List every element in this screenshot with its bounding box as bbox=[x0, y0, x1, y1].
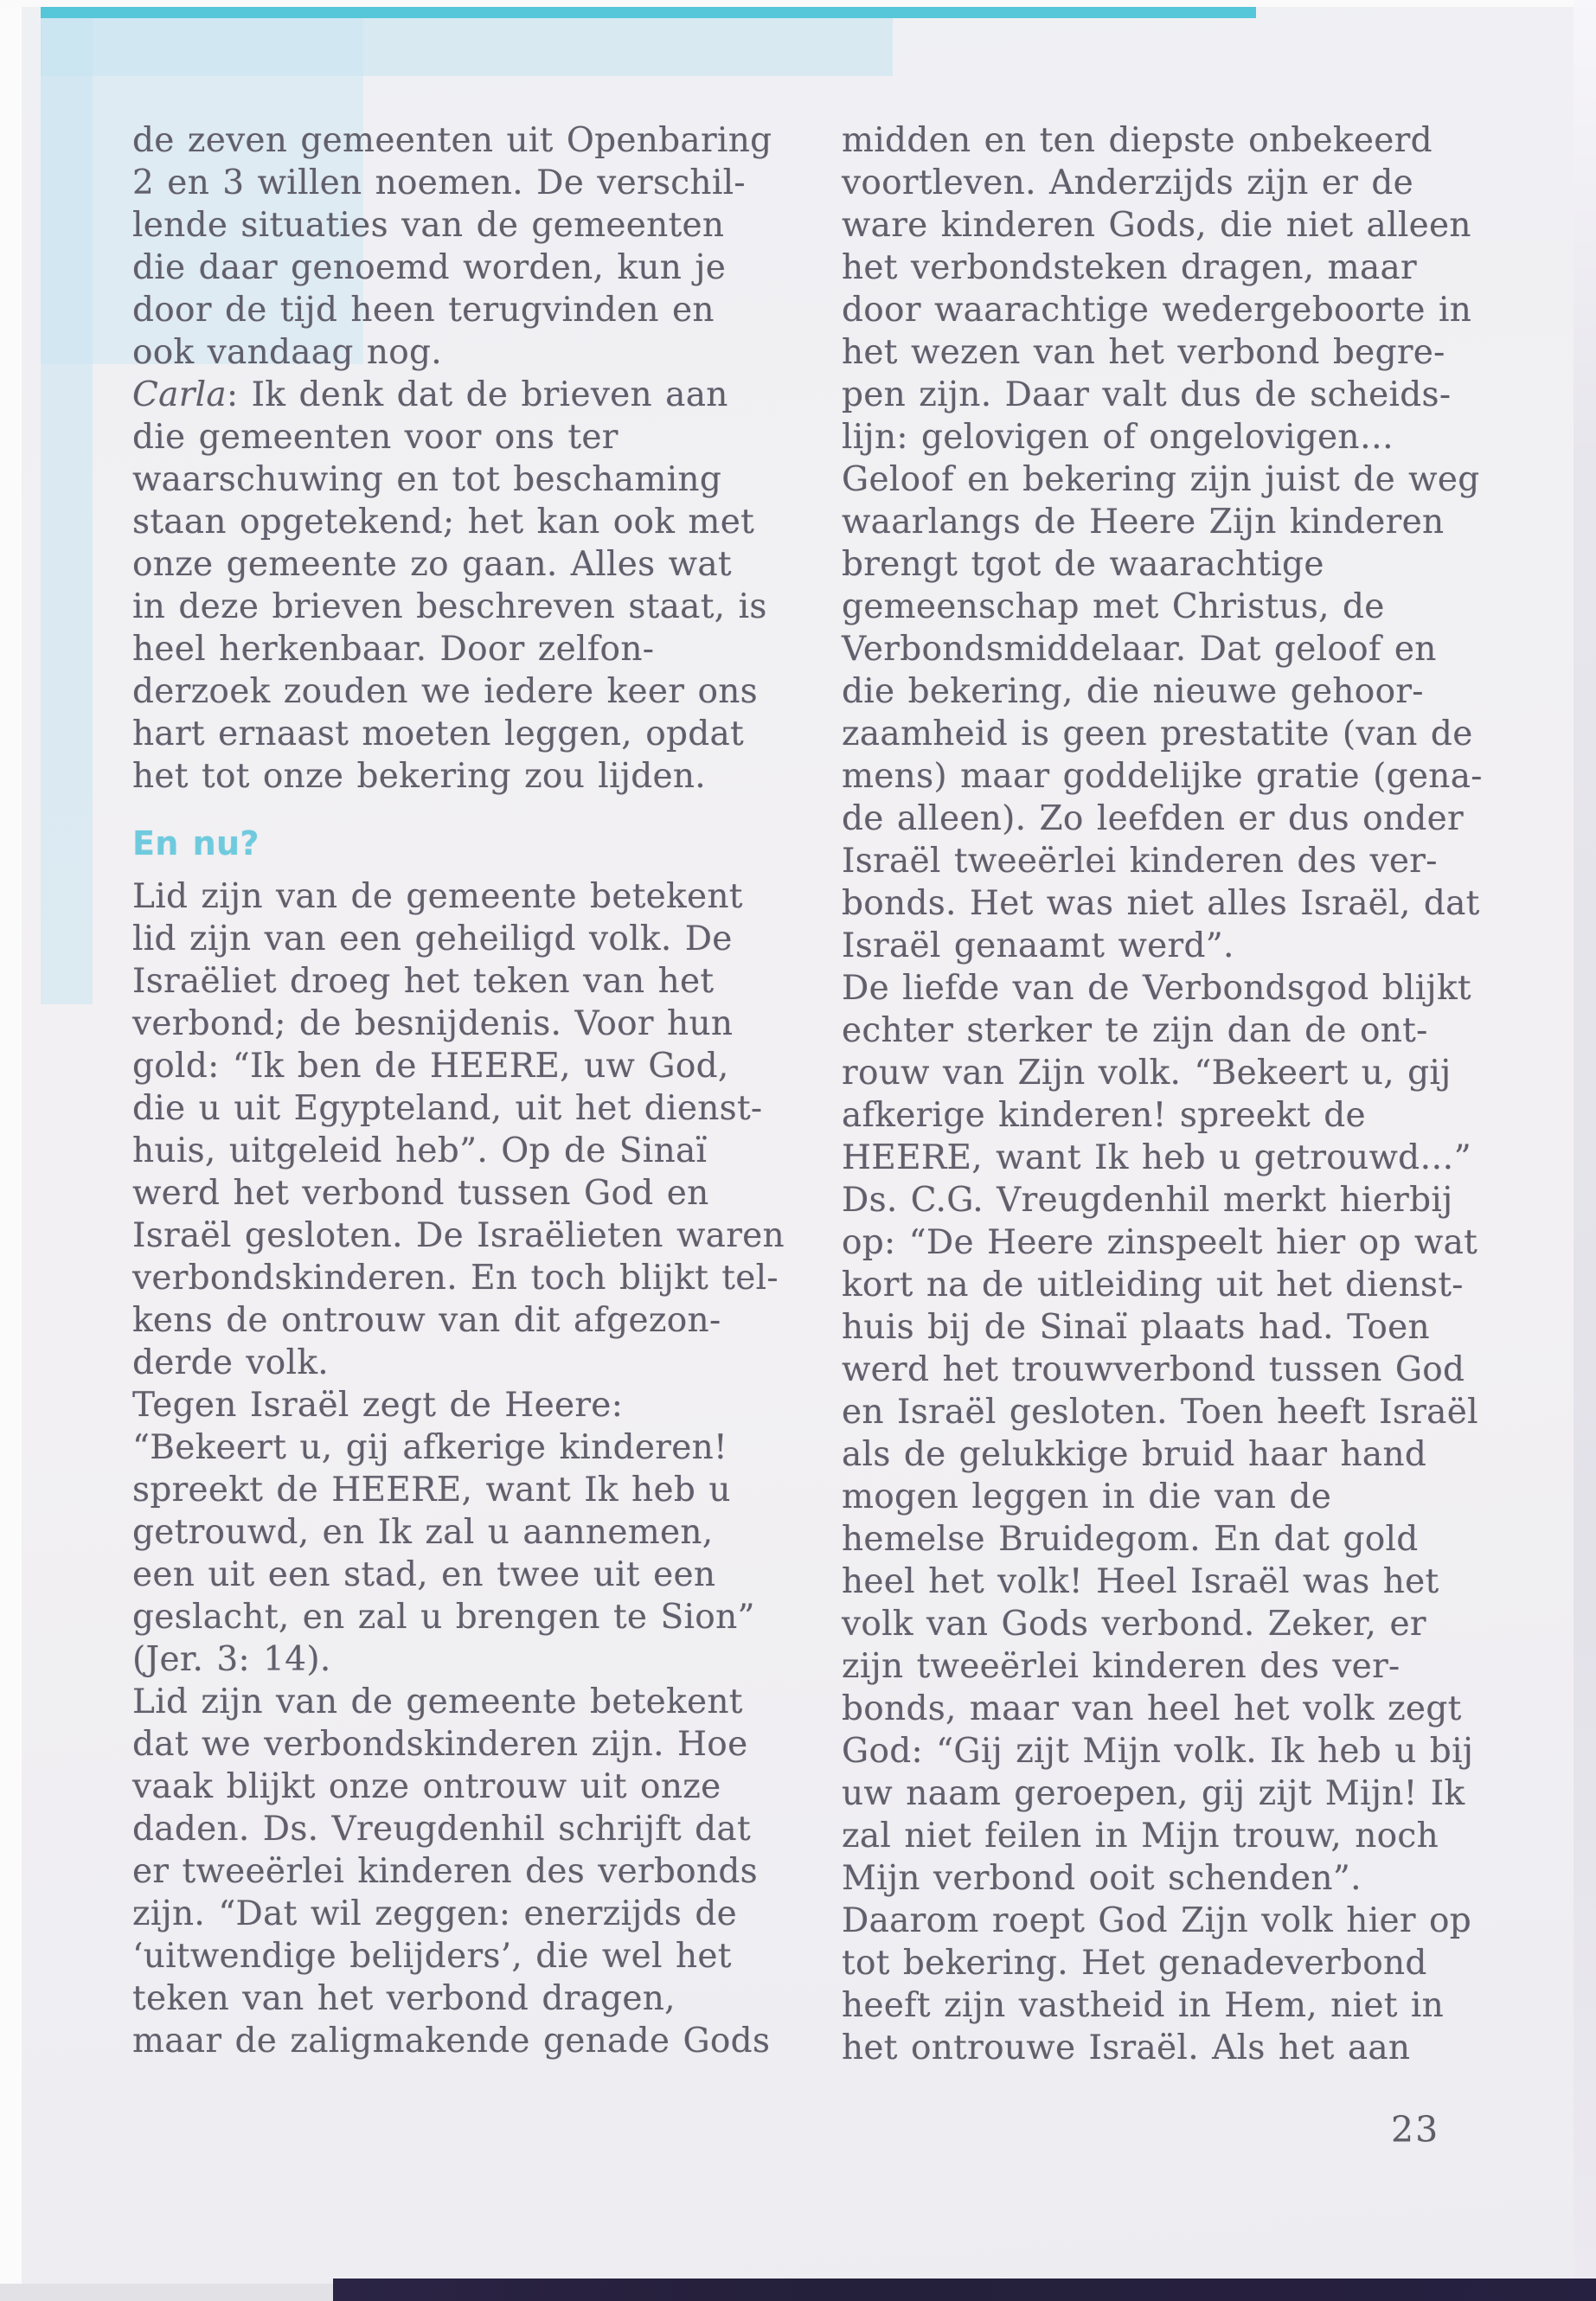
text-line: hemelse Bruidegom. En dat gold bbox=[842, 1520, 1419, 1559]
text-line: Israël genaamt werd”. bbox=[842, 926, 1234, 965]
text-line: op: “De Heere zinspeelt hier op wat bbox=[842, 1223, 1478, 1262]
text-line: zijn tweeërlei kinderen des ver- bbox=[842, 1647, 1401, 1686]
text-line: onze gemeente zo gaan. Alles wat bbox=[132, 545, 732, 584]
text-line: die u uit Egypteland, uit het dienst- bbox=[132, 1089, 763, 1128]
text-line: werd het trouwverbond tussen God bbox=[842, 1350, 1465, 1389]
top-accent-bar bbox=[41, 7, 1256, 18]
text-line: vaak blijkt onze ontrouw uit onze bbox=[132, 1767, 721, 1806]
speaker-name: Carla bbox=[132, 375, 227, 414]
section-heading-en-nu: En nu? bbox=[132, 824, 260, 862]
text-line: en Israël gesloten. Toen heeft Israël bbox=[842, 1393, 1478, 1432]
text-line: door waarachtige wedergeboorte in bbox=[842, 291, 1472, 330]
text-line: lijn: gelovigen of ongelovigen… bbox=[842, 418, 1394, 457]
text-line: bonds, maar van heel het volk zegt bbox=[842, 1689, 1462, 1728]
text-line: Ds. C.G. Vreugdenhil merkt hierbij bbox=[842, 1181, 1453, 1220]
text-line: die gemeenten voor ons ter bbox=[132, 418, 619, 457]
paragraph-en-nu bbox=[132, 875, 785, 2062]
text-line: zijn. “Dat wil zeggen: enerzijds de bbox=[132, 1894, 738, 1933]
text-line: rouw van Zijn volk. “Bekeert u, gij bbox=[842, 1054, 1452, 1093]
text-line: Verbondsmiddelaar. Dat geloof en bbox=[842, 630, 1437, 669]
text-line: Israël tweeërlei kinderen des ver- bbox=[842, 842, 1438, 881]
text-line: heel herkenbaar. Door zelfon- bbox=[132, 630, 655, 669]
text-line: een uit een stad, en twee uit een bbox=[132, 1555, 716, 1594]
text-line: HEERE, want Ik heb u getrouwd…” bbox=[842, 1138, 1471, 1177]
scan-edge-left bbox=[0, 0, 22, 2301]
text-line: ook vandaag nog. bbox=[132, 333, 442, 372]
text-line: heel het volk! Heel Israël was het bbox=[842, 1562, 1439, 1601]
text-line: heeft zijn vastheid in Hem, niet in bbox=[842, 1986, 1445, 2025]
text-line: huis bij de Sinaï plaats had. Toen bbox=[842, 1308, 1430, 1347]
text-line: verbond; de besnijdenis. Voor hun bbox=[132, 1004, 734, 1043]
text-line: God: “Gij zijt Mijn volk. Ik heb u bij bbox=[842, 1732, 1474, 1771]
text-line: kens de ontrouw van dit afgezon- bbox=[132, 1301, 721, 1340]
text-line: zaamheid is geen prestatite (van de bbox=[842, 715, 1473, 753]
text-line: uw naam geroepen, gij zijt Mijn! Ik bbox=[842, 1774, 1465, 1813]
text-line: brengt tgot de waarachtige bbox=[842, 545, 1324, 584]
text-line: Tegen Israël zegt de Heere: bbox=[132, 1386, 624, 1425]
text-line: derzoek zouden we iedere keer ons bbox=[132, 672, 758, 711]
text-line: teken van het verbond dragen, bbox=[132, 1979, 676, 2018]
text-line: de zeven gemeenten uit Openbaring bbox=[132, 121, 772, 160]
text-line: maar de zaligmakende genade Gods bbox=[132, 2022, 771, 2061]
paragraph-right bbox=[842, 119, 1483, 2069]
text-line: tot bekering. Het genadeverbond bbox=[842, 1944, 1427, 1983]
text-line: kort na de uitleiding uit het dienst- bbox=[842, 1266, 1464, 1304]
text-line: ware kinderen Gods, die niet alleen bbox=[842, 206, 1471, 245]
text-line: hart ernaast moeten leggen, opdat bbox=[132, 715, 745, 753]
scan-edge-right bbox=[1574, 0, 1596, 2301]
text-line: gemeenschap met Christus, de bbox=[842, 587, 1385, 626]
text-line: pen zijn. Daar valt dus de scheids- bbox=[842, 375, 1452, 414]
text-line: Mijn verbond ooit schenden”. bbox=[842, 1859, 1362, 1898]
text-line: 2 en 3 willen noemen. De verschil- bbox=[132, 163, 746, 202]
text-line: spreekt de HEERE, want Ik heb u bbox=[132, 1471, 731, 1509]
text-line: midden en ten diepste onbekeerd bbox=[842, 121, 1433, 160]
text-line: daden. Ds. Vreugdenhil schrijft dat bbox=[132, 1810, 751, 1849]
scan-edge-top bbox=[0, 0, 1596, 7]
text-line: De liefde van de Verbondsgod blijkt bbox=[842, 969, 1471, 1008]
text-line: “Bekeert u, gij afkerige kinderen! bbox=[132, 1428, 727, 1467]
text-line: werd het verbond tussen God en bbox=[132, 1174, 709, 1213]
text-line: die bekering, die nieuwe gehoor- bbox=[842, 672, 1424, 711]
text-line: het ontrouwe Israël. Als het aan bbox=[842, 2029, 1411, 2067]
text-line: Israëliet droeg het teken van het bbox=[132, 962, 715, 1001]
text-line: Lid zijn van de gemeente betekent bbox=[132, 1682, 743, 1721]
text-line: getrouwd, en Ik zal u aannemen, bbox=[132, 1513, 714, 1552]
blue-wash-top bbox=[41, 18, 893, 76]
text-line: voortleven. Anderzijds zijn er de bbox=[842, 163, 1414, 202]
scan-edge-bottom bbox=[0, 2284, 333, 2301]
text-line: Israël gesloten. De Israëlieten waren bbox=[132, 1216, 785, 1255]
bottom-dark-band bbox=[333, 2279, 1596, 2301]
text-line: er tweeërlei kinderen des verbonds bbox=[132, 1852, 758, 1891]
text-line: in deze brieven beschreven staat, is bbox=[132, 587, 767, 626]
text-line: afkerige kinderen! spreekt de bbox=[842, 1096, 1366, 1135]
text-line: bonds. Het was niet alles Israël, dat bbox=[842, 884, 1480, 923]
text-line: dat we verbondskinderen zijn. Hoe bbox=[132, 1725, 748, 1764]
text-line: Lid zijn van de gemeente betekent bbox=[132, 877, 743, 916]
text-line: ‘uitwendige belijders’, die wel het bbox=[132, 1937, 732, 1976]
text-line: als de gelukkige bruid haar hand bbox=[842, 1435, 1427, 1474]
text-line: het tot onze bekering zou lijden. bbox=[132, 757, 707, 796]
paragraph-intro bbox=[132, 119, 772, 798]
text-line: Geloof en bekering zijn juist de weg bbox=[842, 460, 1480, 499]
text-line: derde volk. bbox=[132, 1343, 329, 1382]
text-line: echter sterker te zijn dan de ont- bbox=[842, 1011, 1428, 1050]
text-line: mogen leggen in die van de bbox=[842, 1477, 1332, 1516]
text-line: gold: “Ik ben de HEERE, uw God, bbox=[132, 1047, 729, 1086]
right-column bbox=[842, 119, 1483, 2069]
left-column bbox=[132, 119, 785, 2062]
text-line: lende situaties van de gemeenten bbox=[132, 206, 725, 245]
page-number: 23 bbox=[1391, 2109, 1440, 2150]
text-line: Daarom roept God Zijn volk hier op bbox=[842, 1901, 1472, 1940]
text-line: het wezen van het verbond begre- bbox=[842, 333, 1445, 372]
text-line: waarschuwing en tot beschaming bbox=[132, 460, 722, 499]
text-line: verbondskinderen. En toch blijkt tel- bbox=[132, 1259, 779, 1298]
text-line: het verbondsteken dragen, maar bbox=[842, 248, 1417, 287]
blue-wash-strip bbox=[41, 18, 93, 1004]
text-line: door de tijd heen terugvinden en bbox=[132, 291, 715, 330]
text-line: waarlangs de Heere Zijn kinderen bbox=[842, 503, 1445, 542]
text-line: mens) maar goddelijke gratie (gena- bbox=[842, 757, 1483, 796]
text-line: huis, uitgeleid heb”. Op de Sinaï bbox=[132, 1131, 708, 1170]
text-line: zal niet feilen in Mijn trouw, noch bbox=[842, 1817, 1439, 1856]
text-line: Carla: Ik denk dat de brieven aan bbox=[132, 375, 728, 414]
text-line: (Jer. 3: 14). bbox=[132, 1640, 331, 1679]
text-line: staan opgetekend; het kan ook met bbox=[132, 503, 755, 542]
text-line: geslacht, en zal u brengen te Sion” bbox=[132, 1598, 755, 1637]
text-line: de alleen). Zo leefden er dus onder bbox=[842, 799, 1464, 838]
text-line: lid zijn van een geheiligd volk. De bbox=[132, 920, 733, 958]
text-line: volk van Gods verbond. Zeker, er bbox=[842, 1605, 1426, 1644]
text-line: die daar genoemd worden, kun je bbox=[132, 248, 727, 287]
